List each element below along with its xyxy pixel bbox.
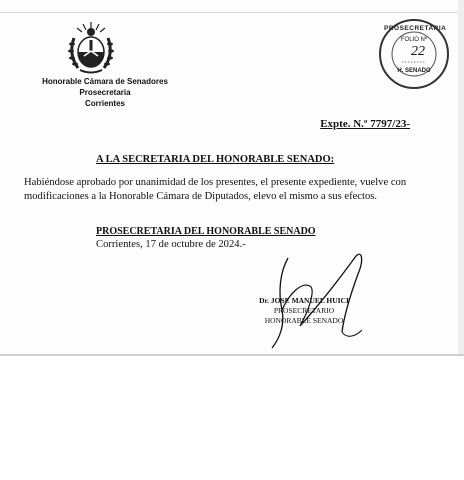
stamp-top-text: PROSECRETARIA — [384, 25, 447, 32]
body-paragraph: Habiéndose aprobado por unanimidad de los presentes, el presente expediente, vuelve con modificaciones a la Honorable Cámara de Diputados, elevo el mismo a sus efectos. — [24, 177, 407, 202]
signature-block — [250, 296, 358, 326]
office-heading: PROSECRETARIA DEL HONORABLE SENADO — [96, 226, 316, 237]
institution-name: Honorable Cámara de Senadores — [42, 77, 168, 86]
page-top-edge — [0, 12, 464, 13]
coat-of-arms-icon — [64, 20, 118, 76]
stamp-bottom-text: H. SENADO — [397, 68, 431, 74]
institution-header — [20, 76, 190, 109]
page-right-edge — [458, 0, 464, 356]
expediente-number: Expte. N.º 7797/23- — [320, 118, 410, 130]
signer-title: PROSECRETARIO — [273, 306, 335, 315]
addressee-heading: A LA SECRETARIA DEL HONORABLE SENADO: — [96, 154, 335, 165]
location-name: Corrientes — [84, 99, 125, 108]
date-line: Corrientes, 17 de octubre de 2024.- — [96, 239, 246, 250]
page-bottom-edge — [0, 354, 464, 356]
signer-name: Dr. JOSE MANUEL HUICI — [259, 296, 349, 305]
stamp-folio-label: FOLIO Nº — [400, 37, 428, 43]
signer-body: HONORABLE SENADO — [264, 316, 344, 325]
stamp-folio-number: 22 — [411, 44, 425, 59]
department-name: Prosecretaria — [79, 88, 131, 97]
